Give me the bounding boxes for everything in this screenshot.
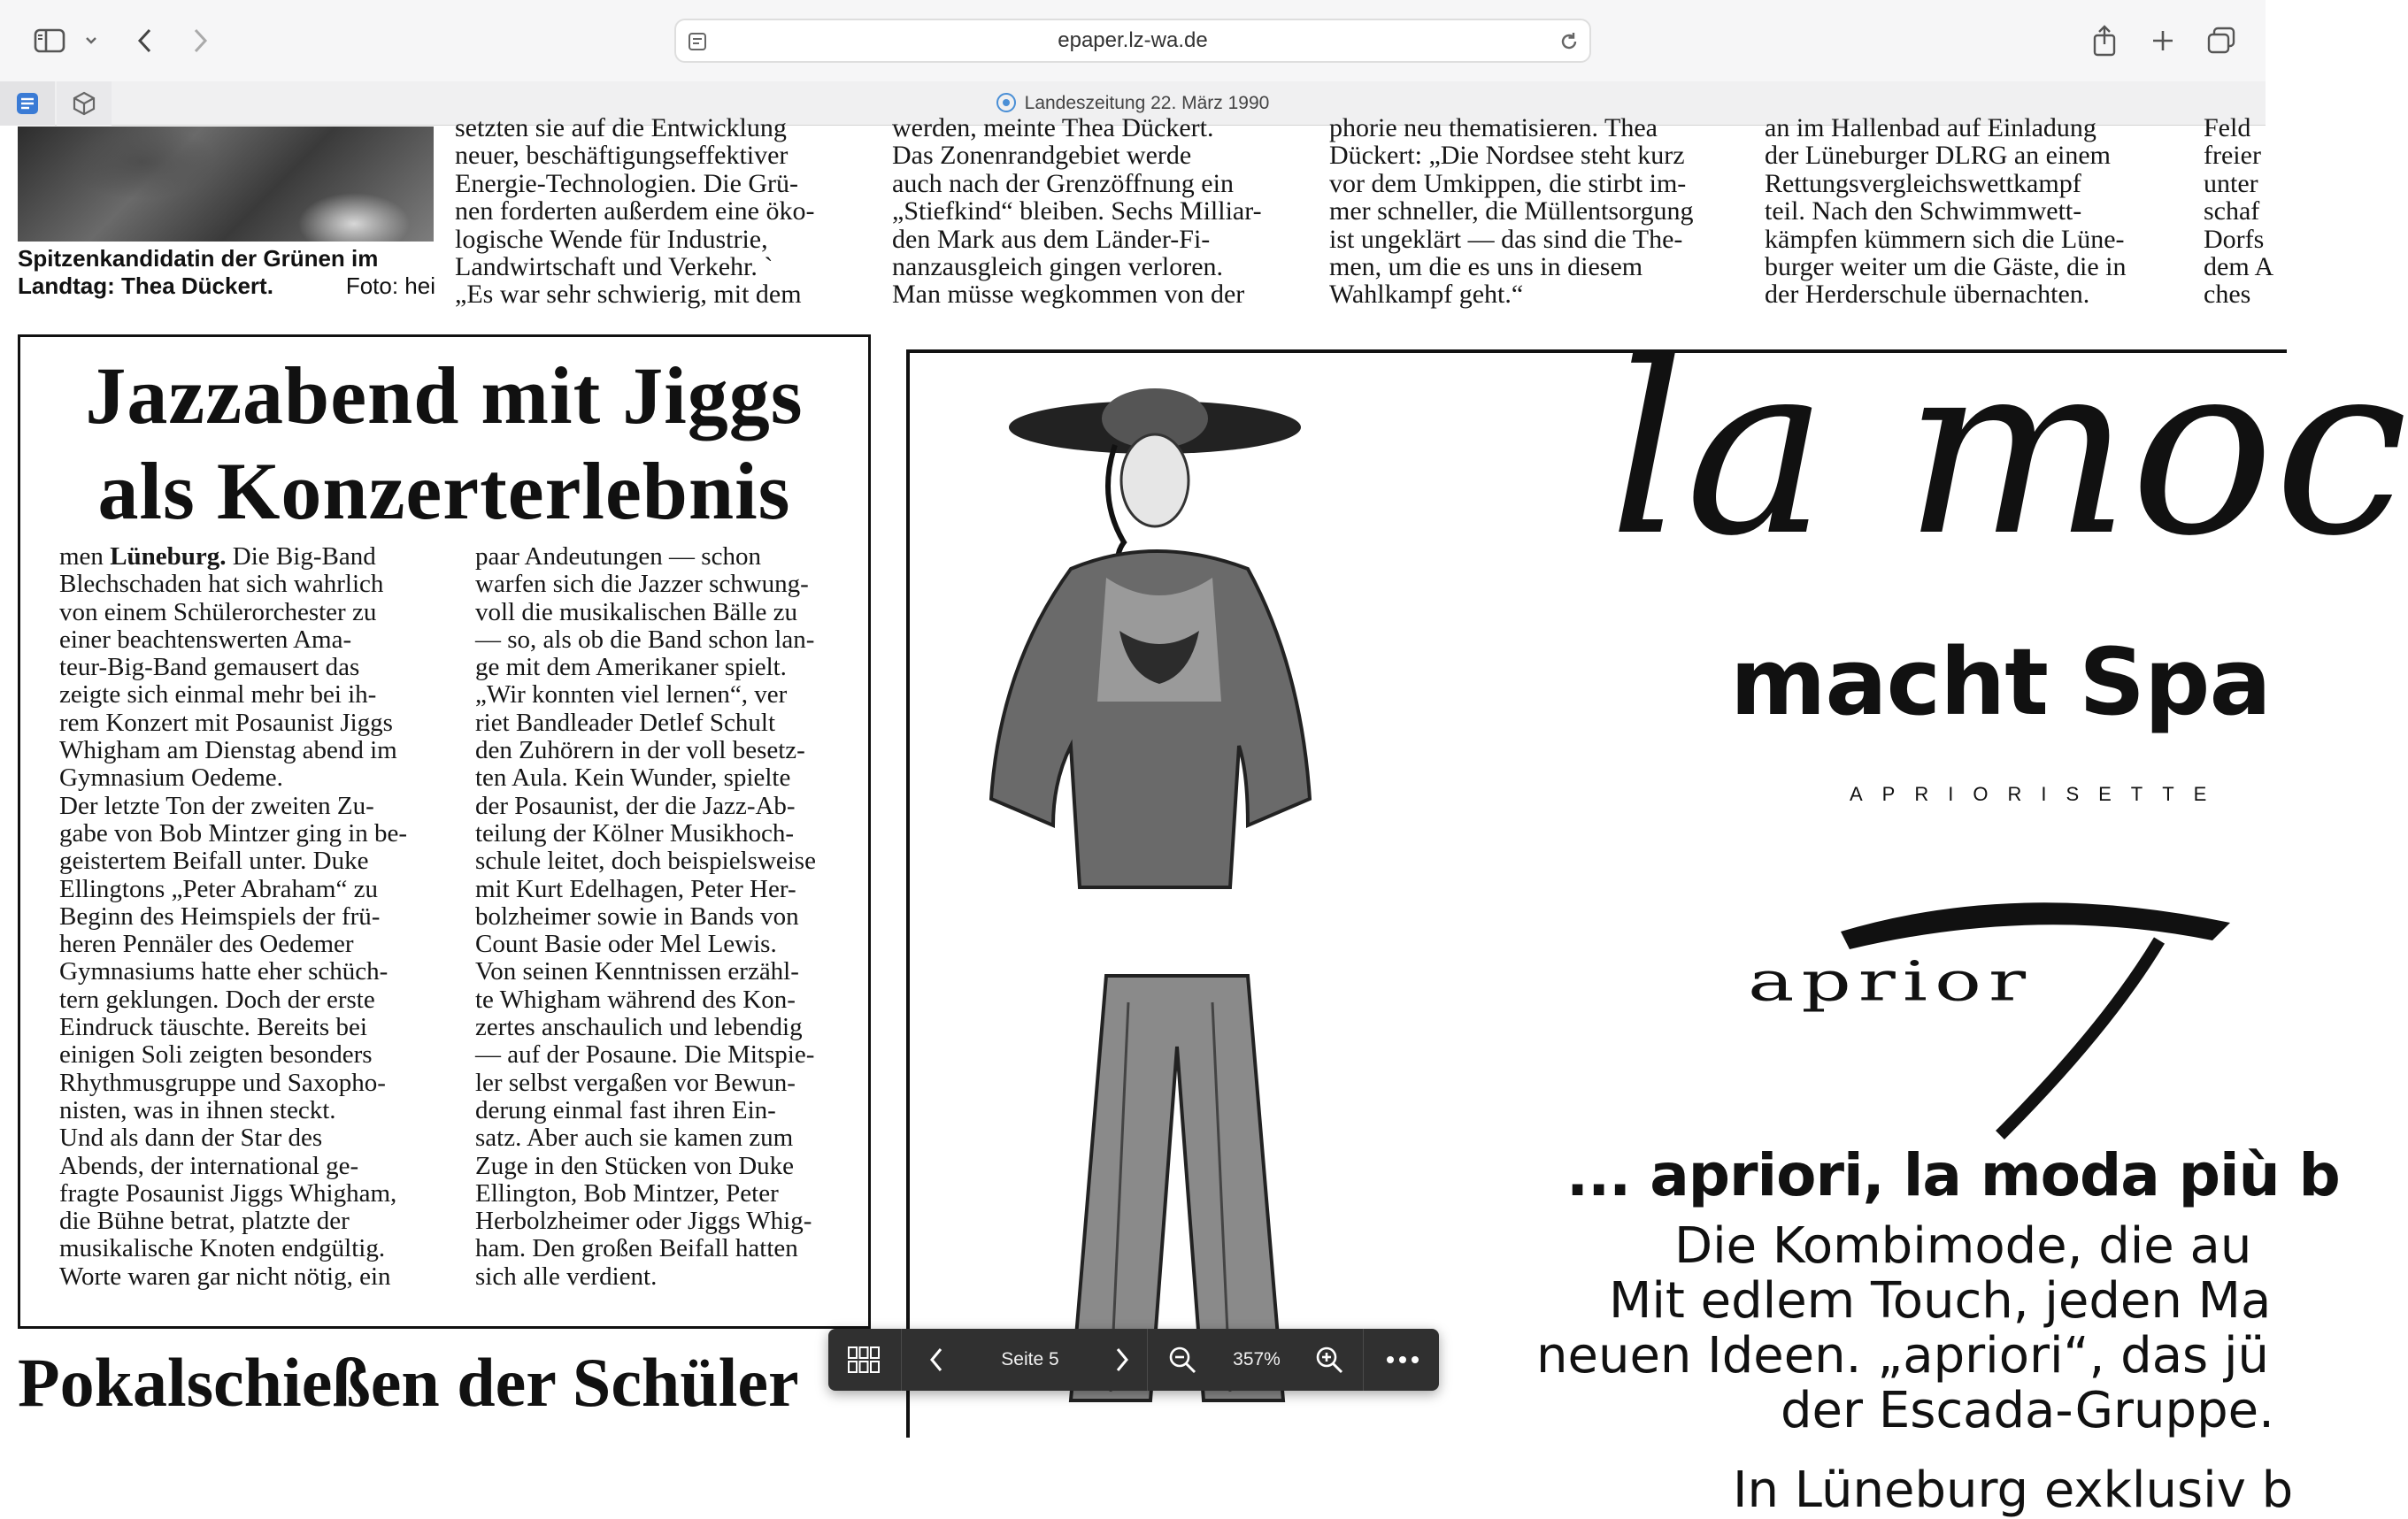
top-column-1 xyxy=(455,114,873,309)
article-line: voll die musikalischen Bälle zu xyxy=(475,597,798,626)
sidebar-icon xyxy=(34,28,65,53)
article-line: paar Andeutungen — schon xyxy=(475,542,761,571)
article-line: zeigte sich einmal mehr bei ih- xyxy=(59,680,377,710)
column-line: werden, meinte Thea Dückert. xyxy=(892,113,1214,142)
article-line: tern geklungen. Doch der erste xyxy=(59,985,375,1014)
prev-page-icon xyxy=(928,1346,944,1373)
sidebar-toggle-button[interactable] xyxy=(27,19,73,62)
photo-caption-text: Spitzenkandidatin der Grünen im Landtag: Thea Dückert. xyxy=(18,245,379,299)
separator xyxy=(1147,1329,1148,1391)
zoom-level: 357% xyxy=(1233,1349,1281,1369)
article-line: Und als dann der Star des xyxy=(59,1124,323,1153)
address-bar[interactable] xyxy=(674,19,1591,63)
column-line: neuer, beschäftigungseffektiver xyxy=(455,141,789,171)
candidate-photo xyxy=(18,127,434,242)
column-line: schaf xyxy=(2204,196,2260,226)
zoom-in-icon xyxy=(1314,1345,1344,1375)
column-line: kämpfen kümmern sich die Lüne- xyxy=(1765,224,2125,254)
column-line: Das Zonenrandgebiet werde xyxy=(892,141,1192,171)
top-column-3 xyxy=(1329,114,1747,309)
article-line: Gymnasiums hatte eher schüch- xyxy=(59,957,389,986)
reload-icon[interactable] xyxy=(1558,30,1581,53)
article-line: Blechschaden hat sich wahrlich xyxy=(59,570,384,599)
article-line: fragte Posaunist Jiggs Whigham, xyxy=(59,1178,397,1208)
grid-icon xyxy=(847,1346,881,1374)
article-line: teur-Big-Band gemausert das xyxy=(59,653,360,682)
share-button[interactable] xyxy=(2087,19,2122,62)
top-column-4 xyxy=(1765,114,2182,309)
forward-button[interactable] xyxy=(184,19,216,62)
ad-text-line: neuen Ideen. „apriori“, das jü xyxy=(1536,1327,2270,1385)
headline-line-1: Jazzabend mit Jiggs xyxy=(85,350,804,441)
article-line: den Zuhörern in der voll besetz- xyxy=(475,736,805,765)
top-column-2 xyxy=(892,114,1310,309)
column-line: „Es war sehr schwierig, mit dem xyxy=(455,280,802,310)
browser-toolbar xyxy=(0,0,2266,81)
zoom-out-icon xyxy=(1167,1345,1197,1375)
column-line: ist ungeklärt — das sind die The- xyxy=(1329,224,1683,254)
next-article-headline: Pokalschießen der Schüler xyxy=(18,1344,799,1421)
share-icon xyxy=(2091,25,2118,57)
back-button[interactable] xyxy=(129,19,161,62)
separator xyxy=(1363,1329,1364,1391)
jazz-article xyxy=(18,334,871,1329)
previous-page-button[interactable] xyxy=(904,1329,968,1391)
article-line: — so, als ob die Band schon lan- xyxy=(475,625,815,654)
ad-slogan: ... apriori, la moda più b xyxy=(1566,1141,2340,1209)
ad-tagline: macht Spa xyxy=(1730,628,2271,736)
article-line: heren Pennäler des Oedemer xyxy=(59,930,354,959)
column-line: nen forderten außerdem eine öko- xyxy=(455,196,815,226)
ad-text-line: In Lüneburg exklusiv b xyxy=(1733,1461,2294,1519)
article-line: Ellingtons „Peter Abraham“ zu xyxy=(59,874,378,903)
article-line: ten Aula. Kein Wunder, spielte xyxy=(475,763,791,793)
more-options-button[interactable] xyxy=(1366,1329,1439,1391)
column-line: vor dem Umkippen, die stirbt im- xyxy=(1329,168,1687,198)
article-line: te Whigham während des Kon- xyxy=(475,985,796,1014)
article-line: men Lüneburg. Die Big-Band xyxy=(59,542,376,571)
article-line: Rhythmusgruppe und Saxopho- xyxy=(59,1068,386,1097)
photo-caption xyxy=(18,245,435,300)
article-line: „Wir konnten viel lernen“, ver xyxy=(475,680,788,710)
tabs-overview-button[interactable] xyxy=(2202,19,2241,62)
article-line: mit Kurt Edelhagen, Peter Her- xyxy=(475,874,796,903)
site-favicon-icon xyxy=(996,93,1016,112)
article-line: Eindruck täuschte. Bereits bei xyxy=(59,1013,367,1042)
column-line: phorie neu thematisieren. Thea xyxy=(1329,113,1658,142)
column-line: „Stiefkind“ bleiben. Sechs Milliar- xyxy=(892,196,1262,226)
article-column-1 xyxy=(59,543,477,1291)
column-line: Dückert: „Die Nordsee steht kurz xyxy=(1329,141,1685,171)
column-line: burger weiter um die Gäste, die in xyxy=(1765,252,2127,282)
article-line: Zuge in den Stücken von Duke xyxy=(475,1151,795,1180)
article-line: die Bühne betrat, platzte der xyxy=(59,1207,350,1236)
column-line: Energie-Technologien. Die Grü- xyxy=(455,168,799,198)
chevron-down-icon xyxy=(84,35,98,46)
article-line: Worte waren gar nicht nötig, ein xyxy=(59,1262,391,1291)
column-line: Landwirtschaft und Verkehr. ` xyxy=(455,252,773,282)
article-line: Abends, der international ge- xyxy=(59,1151,359,1180)
article-line: der Posaunist, der die Jazz-Ab- xyxy=(475,791,796,820)
column-line: setzten sie auf die Entwicklung xyxy=(455,113,787,142)
column-line: der Lüneburger DLRG an einem xyxy=(1765,141,2111,171)
article-line: ham. Den großen Beifall hatten xyxy=(475,1234,798,1263)
ad-brand-small: APRIORISETTE xyxy=(1850,783,2227,805)
column-line: dem A xyxy=(2204,252,2274,282)
column-line: an im Hallenbad auf Einladung xyxy=(1765,113,2096,142)
reader-controls xyxy=(828,1329,1439,1391)
article-headline xyxy=(20,348,868,539)
ad-script-headline: la moc xyxy=(1609,310,2408,588)
article-line: satz. Aber auch sie kamen zum xyxy=(475,1124,794,1153)
article-line: ge mit dem Amerikaner spielt. xyxy=(475,653,787,682)
article-line: zertes anschaulich und lebendig xyxy=(475,1013,803,1042)
newspaper-page xyxy=(0,113,2408,1519)
article-column-2 xyxy=(475,543,893,1291)
article-line: geistertem Beifall unter. Duke xyxy=(59,847,369,876)
article-line: gabe von Bob Mintzer ging in be- xyxy=(59,818,408,848)
page-overview-button[interactable] xyxy=(828,1329,899,1391)
article-line: schule leitet, doch beispielsweise xyxy=(475,847,816,876)
zoom-out-button[interactable] xyxy=(1150,1329,1214,1391)
forward-icon xyxy=(191,27,209,55)
article-line: von einem Schülerorchester zu xyxy=(59,597,377,626)
article-line: derung einmal fast ihren Ein- xyxy=(475,1095,776,1124)
column-line: unter xyxy=(2204,168,2258,198)
column-line: teil. Nach den Schwimmwett- xyxy=(1765,196,2082,226)
article-line: Herbolzheimer oder Jiggs Whig- xyxy=(475,1207,812,1236)
column-line: nanzausgleich gingen verloren. xyxy=(892,252,1224,282)
article-line: Beginn des Heimspiels der frü- xyxy=(59,901,381,931)
ad-text-line: Die Kombimode, die au xyxy=(1674,1217,2252,1275)
column-line: mer schneller, die Müllentsorgung xyxy=(1329,196,1694,226)
article-line: einigen Soli zeigten besonders xyxy=(59,1040,373,1070)
ad-text-line: Mit edlem Touch, jeden Ma xyxy=(1609,1272,2272,1330)
photo-credit: Foto: hei xyxy=(345,272,435,299)
ad-brand-logo: aprior xyxy=(1748,949,2034,1014)
headline-line-2: als Konzerterlebnis xyxy=(97,446,791,536)
column-line: Dorfs xyxy=(2204,224,2265,254)
back-icon xyxy=(136,27,154,55)
page-indicator: Seite 5 xyxy=(1001,1349,1059,1369)
article-line: nisten, was in ihnen steckt. xyxy=(59,1095,336,1124)
article-line: Gymnasium Oedeme. xyxy=(59,763,283,793)
column-line: Wahlkampf geht.“ xyxy=(1329,280,1524,310)
column-line: freier xyxy=(2204,141,2261,171)
article-line: — auf der Posaune. Die Mitspie- xyxy=(475,1040,815,1070)
article-line: musikalische Knoten endgültig. xyxy=(59,1234,386,1263)
column-line: Rettungsvergleichswettkampf xyxy=(1765,168,2081,198)
column-line: der Herderschule übernachten. xyxy=(1765,280,2090,310)
next-page-button[interactable] xyxy=(1090,1329,1154,1391)
article-line: ler selbst vergaßen vor Bewun- xyxy=(475,1068,796,1097)
new-tab-button[interactable] xyxy=(2145,19,2181,62)
article-line: sich alle verdient. xyxy=(475,1262,658,1291)
article-line: Ellington, Bob Mintzer, Peter xyxy=(475,1178,779,1208)
more-icon xyxy=(1386,1355,1419,1364)
fashion-model-figure xyxy=(938,365,1434,1427)
column-line: men, um die es uns in diesem xyxy=(1329,252,1643,282)
article-line: bolzheimer sowie in Bands von xyxy=(475,901,799,931)
top-column-5 xyxy=(2204,113,2274,310)
article-line: teilung der Kölner Musikhoch- xyxy=(475,818,795,848)
article-line: Der letzte Ton der zweiten Zu- xyxy=(59,791,374,820)
article-line: riet Bandleader Detlef Schult xyxy=(475,708,776,737)
dateline: Lüneburg. xyxy=(110,542,227,571)
column-line: ches xyxy=(2204,280,2251,310)
column-line: Man müsse wegkommen von der xyxy=(892,280,1245,310)
tabs-overview-icon xyxy=(2206,27,2236,55)
active-tab-title: Landeszeitung 22. März 1990 xyxy=(1024,93,1270,113)
separator xyxy=(901,1329,902,1391)
zoom-in-button[interactable] xyxy=(1297,1329,1361,1391)
tab-group-menu-button[interactable] xyxy=(80,19,103,62)
article-line: einer beachtenswerten Ama- xyxy=(59,625,352,654)
column-line: logische Wende für Industrie, xyxy=(455,224,768,254)
ad-text-line: der Escada-Gruppe. xyxy=(1781,1382,2274,1439)
article-line: rem Konzert mit Posaunist Jiggs xyxy=(59,708,393,737)
column-line: Feld xyxy=(2204,113,2251,142)
plus-icon xyxy=(2150,28,2175,53)
column-line: auch nach der Grenzöffnung ein xyxy=(892,168,1234,198)
url-text[interactable]: epaper.lz-wa.de xyxy=(1058,28,1208,52)
column-line: den Mark aus dem Länder-Fi- xyxy=(892,224,1211,254)
next-page-icon xyxy=(1114,1346,1130,1373)
article-line: Count Basie oder Mel Lewis. xyxy=(475,930,777,959)
article-line: Whigham am Dienstag abend im xyxy=(59,736,397,765)
article-line: Von seinen Kenntnissen erzähl- xyxy=(475,957,799,986)
article-line: warfen sich die Jazzer schwung- xyxy=(475,570,809,599)
